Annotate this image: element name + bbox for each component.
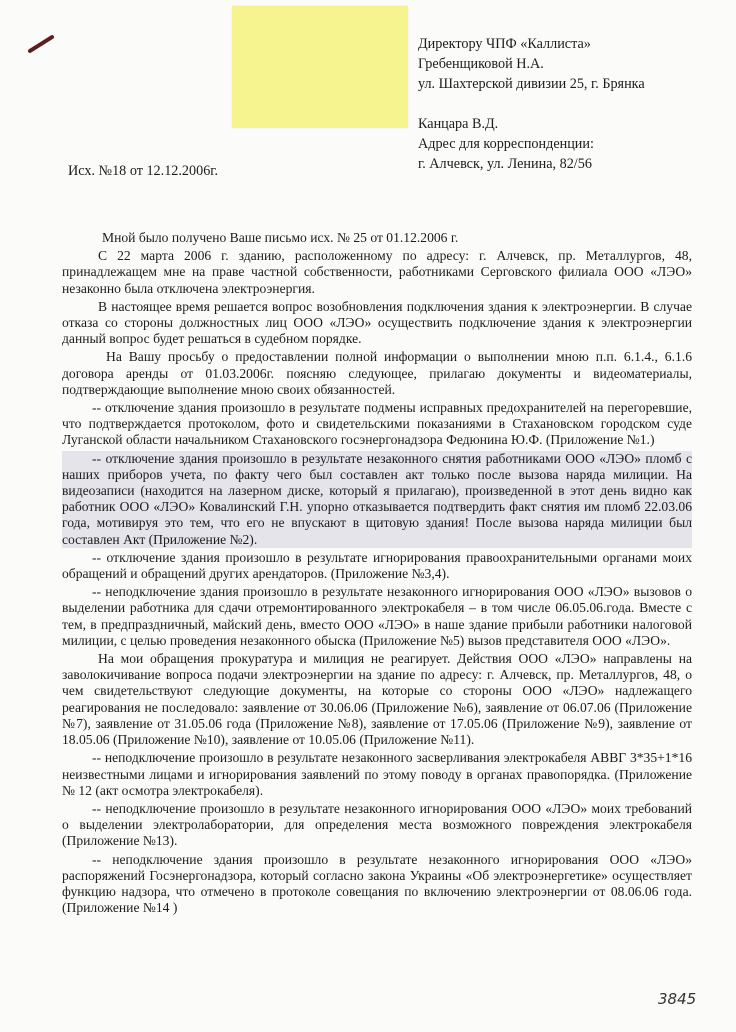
paragraph-11: -- неподключение произошло в результате незаконного игнорирования ООО «ЛЭО» моих требований о выделении электролаборатории, для определения места возможного повреждения электрокабеля (Приложение №13). xyxy=(62,800,692,849)
paragraph-12: -- неподключение здания произошло в результате незаконного игнорирования ООО «ЛЭО» распоряжений Госэнергонадзора, который согласно закона Украины «Об электроэнергетике» осуществляет функцию надзора, что отмечено в протоколе совещания по включению электроэнергии от 08.06.06 года. (Приложение №14 ) xyxy=(62,851,692,916)
sender-address: г. Алчевск, ул. Ленина, 82/56 xyxy=(418,156,592,172)
sender-address-label: Адрес для корреспонденции: xyxy=(418,136,594,152)
paragraph-5: -- отключение здания произошло в результате подмены исправных предохранителей на перегоревшие, что подтверждается протоколом, фото и свидетельскими показаниями в Стахановском городском суде Луганской области начальником Стахановского госэнергонадзора Федюнина Ю.Ф. (Приложение №1.) xyxy=(62,400,692,448)
outgoing-reference: Исх. №18 от 12.12.2006г. xyxy=(68,163,219,179)
paragraph-8: -- неподключение здания произошло в результате незаконного игнорирования ООО «ЛЭО» вызовов о выделении работника для сдачи отремонтированного электрокабеля – в том числе 06.05.06.года. Вместе с тем, в предпраздничный, майский день, вместо ООО «ЛЭО» в наше здание прибыли работники налоговой милиции, с целью проведения незаконного обыска (Приложение №5) вызов представителя ООО «ЛЭО». xyxy=(62,584,692,648)
pen-mark xyxy=(27,34,55,53)
paragraph-1: Мной было получено Ваше письмо исх. № 25 от 01.12.2006 г. xyxy=(102,230,459,245)
sticky-note xyxy=(232,6,408,128)
address-block xyxy=(418,34,728,174)
addressee-line-1: Директору ЧПФ «Каллиста» xyxy=(418,36,591,52)
paragraph-2: С 22 марта 2006 г. зданию, расположенному по адресу: г. Алчевск, пр. Металлургов, 48, принадлежащем мне на праве частной собственности, работниками Серговского филиала ООО «ЛЭО» незаконно была отключена электроэнергия. xyxy=(62,248,692,296)
paragraph-9: На мои обращения прокуратура и милиция не реагирует. Действия ООО «ЛЭО» направлены на заволокичивание вопроса подачи электроэнергии на здание по адресу: г. Алчевск, пр. Металлургов, 48, о чем свидетельствуют следующие документы, на которые со стороны ООО «ЛЭО» надлежащего реагирования не последовало: заявление от 30.06.06 (Приложение №6), заявление от 06.07.06 (Приложение №7), заявление от 31.05.06 года (Приложение №8), заявление от 17.05.06 (Приложение №9), заявление от 18.05.06 (Приложение №10), заявление от 10.05.06 (Приложение №11). xyxy=(62,651,692,748)
paragraph-7: -- отключение здания произошло в результате игнорирования правоохранительными органами моих обращений и обращений других арендаторов. (Приложение №3,4). xyxy=(62,549,692,582)
sender-name: Канцара В.Д. xyxy=(418,116,499,132)
paragraph-4: На Вашу просьбу о предоставлении полной информации о выполнении мною п.п. 6.1.4., 6.1.6 договора аренды от 01.03.2006г. поясняю следующее, прилагаю документы и видеоматериалы, подтверждающие выполнение мною своих обязанностей. xyxy=(62,349,692,397)
paragraph-3: В настоящее время решается вопрос возобновления подключения здания к электроэнергии. В случае отказа со стороны должностных лиц ООО «ЛЭО» осуществить подключение здания к электроэнергии данный вопрос будет решаться в судебном порядке. xyxy=(62,298,692,347)
page-mark: 3845 xyxy=(658,990,697,1008)
letter-body xyxy=(62,230,692,918)
paragraph-6: -- отключение здания произошло в результате незаконного снятия работниками ООО «ЛЭО» пломб с наших приборов учета, по факту чего был составлен акт только после вызова наряда милиции. На видеозаписи (находится на лазерном диске, который я прилагаю), произведенной в этот день видно как работник ООО «ЛЭО» Ковалинский Г.Н. упорно отказывается подтвердить факт снятия им пломб 22.03.06 года, мотивируя это тем, что его не впускают в щитовую здания! После вызова наряда милиции был составлен Акт (Приложение №2). xyxy=(62,450,692,547)
paragraph-10: -- неподключение произошло в результате незаконного засверливания электрокабеля АВВГ 3*35+1*16 неизвестными лицами и игнорирования заявлений по этому поводу в органах правопорядка. (Приложение № 12 (акт осмотра электрокабеля). xyxy=(62,750,692,798)
addressee-line-3: ул. Шахтерской дивизии 25, г. Брянка xyxy=(418,76,645,92)
addressee-line-2: Гребенщиковой Н.А. xyxy=(418,56,544,72)
